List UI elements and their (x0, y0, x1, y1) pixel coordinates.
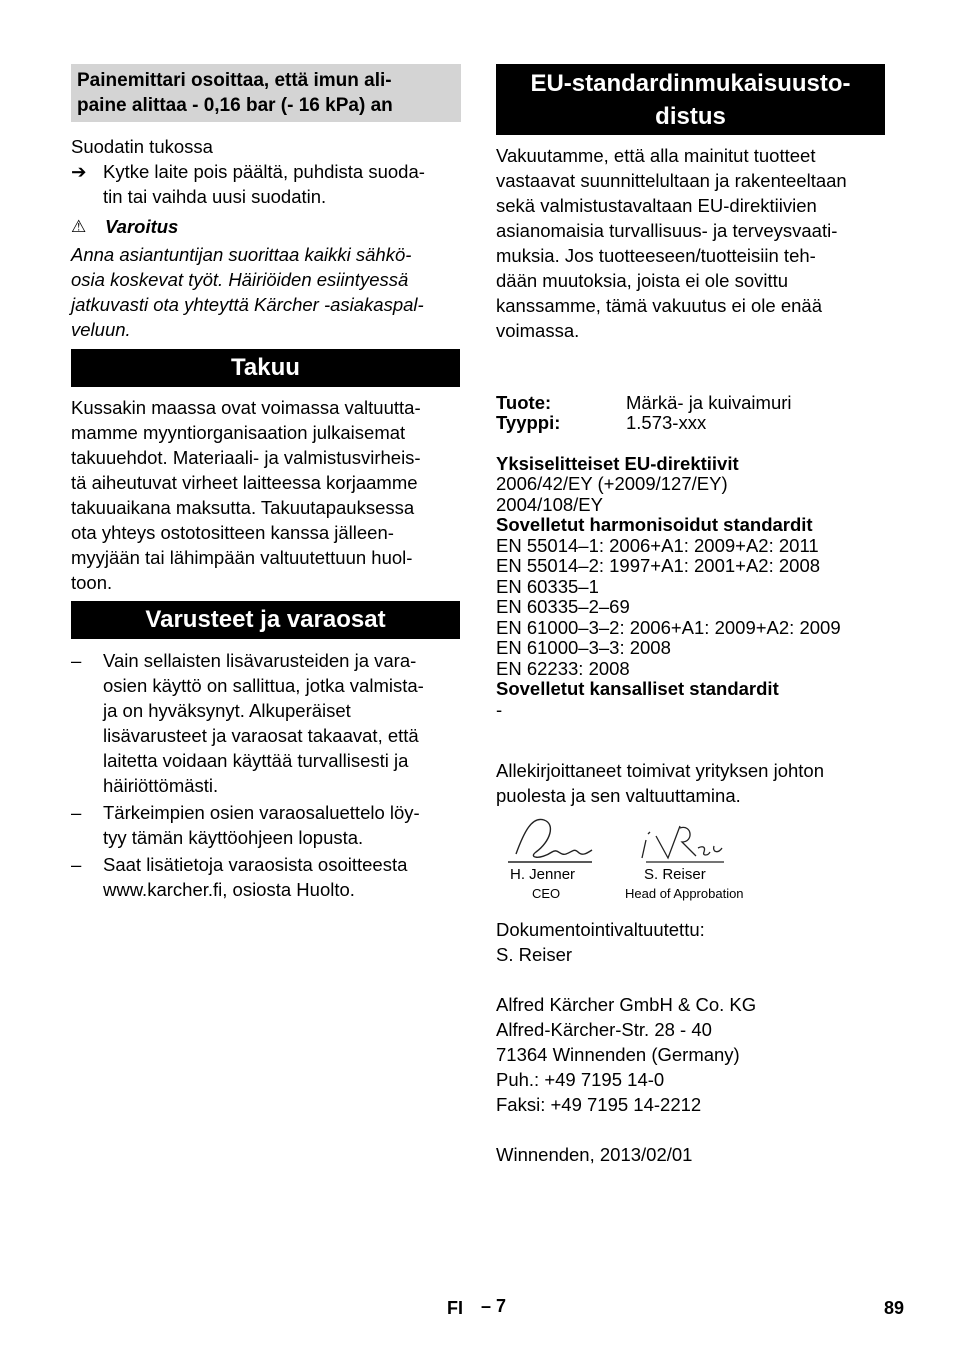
signatory-1-name: H. Jenner (510, 866, 576, 883)
list-item-line: Tärkeimpien osien varaosaluettelo löy- (103, 802, 420, 823)
standard-item: EN 60335–2–69 (496, 596, 630, 617)
standard-item: EN 60335–1 (496, 576, 599, 597)
address-line: Faksi: +49 7195 14-2212 (496, 1094, 702, 1115)
footer-section-page: – 7 (481, 1296, 507, 1316)
address-line: Alfred Kärcher GmbH & Co. KG (496, 994, 757, 1015)
eu-declaration-heading (496, 64, 885, 135)
signatory-1-role: CEO (532, 886, 561, 901)
national-heading: Sovelletut kansalliset standardit (496, 678, 779, 699)
remedy-line-2: tin tai vaihda uusi suodatin. (103, 186, 327, 207)
list-item-line: ja on hyväksynyt. Alkuperäiset (103, 700, 351, 721)
gauge-heading-line-2: paine alittaa - 0,16 bar (- 16 kPa) an (77, 95, 393, 116)
intro-line: kanssamme, tämä vakuutus ei ole enää (496, 295, 822, 316)
list-item-line: laitetta voidaan käyttää turvallisesti ja (103, 750, 409, 771)
warning-line: veluun. (71, 319, 131, 340)
product-label: Tuote: (496, 392, 552, 413)
standard-item: EN 55014–2: 1997+A1: 2001+A2: 2008 (496, 555, 821, 576)
intro-line: vastaavat suunnittelultaan ja rakenteeltaan (496, 170, 847, 191)
intro-line: voimassa. (496, 320, 580, 341)
signatory-2-role: Head of Approbation (625, 886, 744, 901)
gauge-heading (71, 64, 461, 122)
address-line: Alfred-Kärcher-Str. 28 - 40 (496, 1019, 712, 1040)
directive-item: 2006/42/EY (+2009/127/EY) (496, 473, 728, 494)
list-item-line: häiriöttömästi. (103, 775, 219, 796)
product-value: Märkä- ja kuivaimuri (626, 392, 792, 413)
intro-line: sekä valmistustavaltaan EU-direktiivien (496, 195, 817, 216)
eu-heading-line-2: distus (655, 103, 726, 130)
standard-item: EN 55014–1: 2006+A1: 2009+A2: 2011 (496, 535, 819, 556)
type-value: 1.573-xxx (626, 412, 707, 433)
signatures (496, 812, 888, 904)
warranty-line: toon. (71, 572, 113, 593)
remedy-line-1: Kytke laite pois päältä, puhdista suoda- (103, 161, 425, 182)
product-row (496, 393, 888, 414)
warranty-line: mamme myyntiorganisaation julkaisemat (71, 422, 406, 443)
intro-line: Vakuutamme, että alla mainitut tuotteet (496, 145, 816, 166)
page-number: 89 (884, 1298, 905, 1318)
standard-item: EN 61000–3–2: 2006+A1: 2009+A2: 2009 (496, 617, 841, 638)
eu-heading-line-1: EU-standardinmukaisuusto- (530, 70, 851, 97)
warranty-line: tä aiheutuvat virheet laitteessa korjaamme (71, 472, 418, 493)
warranty-line: ota yhteys ostotositteen kanssa jälleen- (71, 522, 394, 543)
list-item-line: www.karcher.fi, osiosta Huolto. (103, 879, 355, 900)
list-item-line: Vain sellaisten lisävarusteiden ja vara- (103, 650, 417, 671)
warranty-line: Kussakin maassa ovat voimassa valtuutta- (71, 397, 421, 418)
directive-item: 2004/108/EY (496, 494, 603, 515)
type-row (496, 413, 888, 434)
signatories-line: puolesta ja sen valtuuttamina. (496, 785, 741, 806)
signatory-2-name: S. Reiser (644, 866, 706, 883)
signatories-line: Allekirjoittaneet toimivat yrityksen johton (496, 760, 825, 781)
signature-jenner-icon (496, 812, 756, 872)
dash-bullet: – (71, 802, 82, 823)
warning-label: Varoitus (105, 216, 179, 237)
footer-language: FI (447, 1298, 463, 1318)
warning-icon: ⚠ (71, 217, 87, 236)
list-item-line: lisävarusteet ja varaosat takaavat, että (103, 725, 419, 746)
place-date: Winnenden, 2013/02/01 (496, 1144, 693, 1165)
national-value: - (496, 699, 503, 720)
warranty-line: myyjään tai lähimpään valtuutettuun huol- (71, 547, 413, 568)
harmonised-heading: Sovelletut harmonisoidut standardit (496, 514, 813, 535)
standard-item: EN 62233: 2008 (496, 658, 630, 679)
dash-bullet: – (71, 650, 82, 671)
list-item-line: Saat lisätietoja varaosista osoitteesta (103, 854, 408, 875)
list-item-line: tyy tämän käyttöohjeen lopusta. (103, 827, 364, 848)
directives-heading: Yksiselitteiset EU-direktiivit (496, 453, 739, 474)
doc-authorised-label: Dokumentointivaltuutettu: (496, 919, 705, 940)
warranty-heading: Takuu (71, 349, 460, 387)
warranty-line: takuuaikana maksutta. Takuutapauksessa (71, 497, 415, 518)
warning-line: Anna asiantuntijan suorittaa kaikki sähkö- (71, 244, 412, 265)
warning-label-row (71, 214, 461, 239)
accessories-heading: Varusteet ja varaosat (71, 601, 460, 639)
warning-line: osia koskevat työt. Häiriöiden esiintyessä (71, 269, 409, 290)
arrow-icon: ➔ (71, 161, 87, 182)
dash-bullet: – (71, 854, 82, 875)
warranty-line: takuuehdot. Materiaali- ja valmistusvirheis- (71, 447, 421, 468)
remedy (71, 159, 461, 209)
address-line: Puh.: +49 7195 14-0 (496, 1069, 665, 1090)
cause-text: Suodatin tukossa (71, 136, 213, 157)
doc-authorised-name: S. Reiser (496, 944, 573, 965)
list-item-line: osien käyttö on sallittua, jotka valmista- (103, 675, 424, 696)
standard-item: EN 61000–3–3: 2008 (496, 637, 671, 658)
intro-line: dään muutoksia, joista ei ole sovittu (496, 270, 789, 291)
intro-line: asianomaisia turvallisuus- ja terveysvaati- (496, 220, 838, 241)
address-line: 71364 Winnenden (Germany) (496, 1044, 740, 1065)
gauge-heading-line-1: Painemittari osoittaa, että imun ali- (77, 70, 392, 91)
intro-line: muksia. Jos tuotteeseen/tuotteisiin teh- (496, 245, 816, 266)
warning-line: jatkuvasti ota yhteyttä Kärcher -asiakaspal- (71, 294, 424, 315)
type-label: Tyyppi: (496, 412, 561, 433)
